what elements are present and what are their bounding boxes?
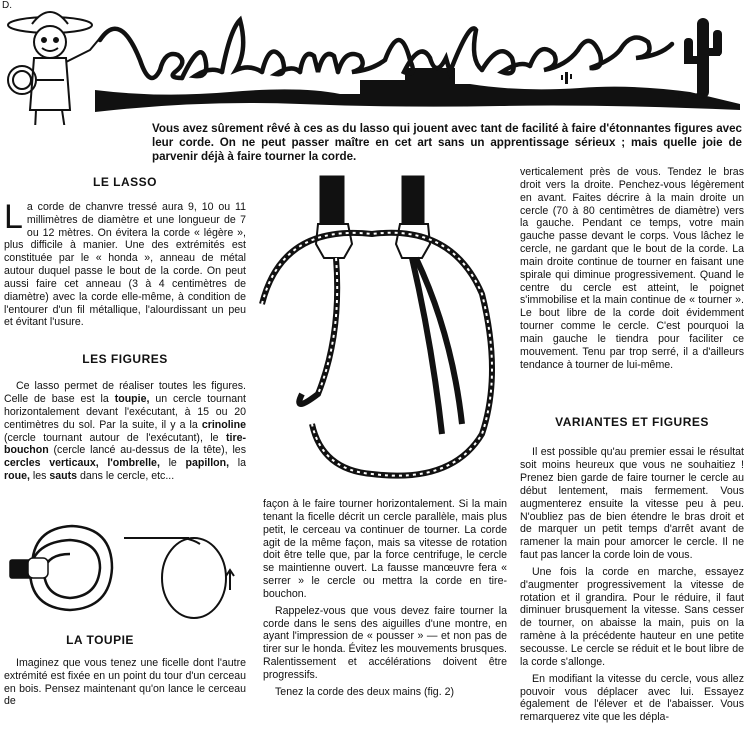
rope-loop [262,233,492,476]
right-paragraph-3: Une fois la corde en marche, essayez d'augmenter progressivement la vitesse de rotation et il grandira. Pour le réduire, il faut diminuer brusquement la vitesse. Sans cesser de tourner, on abaisse la main, puis on la ramène à la précédente hauteur en une petite secousse. Le cercle se réduit et le bout libre de la corde s'allonge. [520,565,744,668]
heading-la-toupie: LA TOUPIE [66,633,134,647]
column-left [4,176,246,483]
cowboy-figure [8,12,100,125]
figures-paragraph: Ce lasso permet de réaliser toutes les figures. Celle de base est la toupie, un cercle tournant horizontalement devant l'exécutant, à 15 ou 20 centimètres du sol. Par la suite, il y a la crinoline (cercle tournant autour de l'exécutant), le tire-bouchon (cercle lancé au-dessus de la tête), les cercles verticaux, l'ombrelle, le papillon, la roue, les sauts dans le cercle, etc... [4,380,247,483]
hoop-figure [124,538,234,618]
middle-paragraph-1: façon à le faire tourner horizontalement. Si la main tenant la ficelle décrit un cercle parallèle, mais plus petit, le cerceau va continuer de tourner. La corde agit de la même façon, mais sa vitesse de rotation doit être telle que, par la force centrifuge, le cercle se maintienne ouvert. La fausse manœuvre fera « serrer » le cercle ou mettra la corde en tire-bouchon. [263,498,507,600]
middle-paragraph-2: Rappelez-vous que vous devez faire tourner la corde dans le sens des aiguilles d'une montre, en ayant l'impression de « pousser » — et non pas de tirer sur le honda. Évitez les mouvements brusques. Ralentissement et accélérations doivent être progressifs. [263,604,507,681]
right-paragraph-1: verticalement près de vous. Tendez le bras droit vers la droite. Penchez-vous légèrement en avant. Faites décrire à la main droite un cercle (70 à 80 centimètres de diamètre) vers la gauche. Pendant ce temps, votre main gauche passe devant le corps. Vous lâchez le cercle, ne gardant que le bout de la corde. La main droite continue de tourner en faisant une spirale qui diminue progressivement. Quand le centre du cercle est atteint, le poignet s'immobilise et la main continue de « tourner ». Le bout libre de la corde doit évidemment tourner comme le cercle. C'est pourquoi la main gauche le tiendra pour faciliter ce mouvement. Tenu par trop serré, il a d'ailleurs tendance à tourner de lui-même. [520,166,744,371]
ground-silhouette [95,68,740,112]
right-paragraph-2: Il est possible qu'au premier essai le résultat soit moins heureux que vous ne souhaitiez ! Prenez bien garde de faire tourner le cercle au début lentement, mais fermement. Vous augmenterez ensuite la vitesse peu à peu. N'oubliez pas de bien étendre le bras droit et de marquer un petit temps d'arrêt avant de ramener la main pour amorcer le cercle. Il ne faut pas lancer la corde loin de vous. [520,446,744,562]
title-lasso-lettering [100,20,672,78]
column-middle [263,498,507,699]
lasso-text: a corde de chanvre tressé aura 9, 10 ou 11 millimètres de diamètre et une longueur de 7 ou 12 mètres. On évitera la corde « légère », plus difficile à manier. Une des extrémités est constituée par le « honda », anneau de métal autour duquel passe le bout de la corde. On peut aussi faire cet anneau (3 à 4 centimètres de diamètre) avec la corde elle-même, à condition de l'entourer d'un fil métallique, l'alourdissant un peu et évitant l'usure. [4,200,246,329]
toupie-paragraph: Imaginez que vous tenez une ficelle dont l'autre extrémité est fixée en un point du tour d'un cerceau en bois. Pensez maintenant qu'on lance le cerceau de [4,656,246,708]
sleeves [320,176,424,224]
heading-les-figures: LES FIGURES [82,352,168,367]
lasso-paragraph [4,197,246,329]
intro-paragraph: Vous avez sûrement rêvé à ces as du lasso qui jouent avec tant de facilité à faire d'étonnantes figures avec leur corde. On ne peut passer maître en cet art sans un apprentissage sérieux ; mais quelle joie de parvenir déjà à faire tourner la corde. [152,122,742,163]
cactus-icon [684,18,722,98]
heading-le-lasso: LE LASSO [92,175,157,189]
header-illustration [0,0,750,125]
middle-paragraph-3: Tenez la corde des deux mains (fig. 2) [275,685,455,698]
column-right [520,166,744,724]
artist-signature: KAMB [678,92,706,101]
dropcap-letter: L [4,197,23,236]
column-left-bottom [4,634,246,708]
hand-icon [10,558,48,578]
page-corner-mark: D. [2,0,12,11]
heading-variantes: VARIANTES ET FIGURES [555,414,709,429]
toupie-illustration [4,508,244,628]
hands [316,224,430,258]
right-paragraph-4: En modifiant la vitesse du cercle, vous allez pouvoir vous déplacer avec lui. Essayez également de l'élever et de l'abaisser. Vous remarquerez vite que les dépla- [520,672,744,724]
small-cactus-icon [561,72,572,84]
rope-hands-illustration [252,174,514,488]
